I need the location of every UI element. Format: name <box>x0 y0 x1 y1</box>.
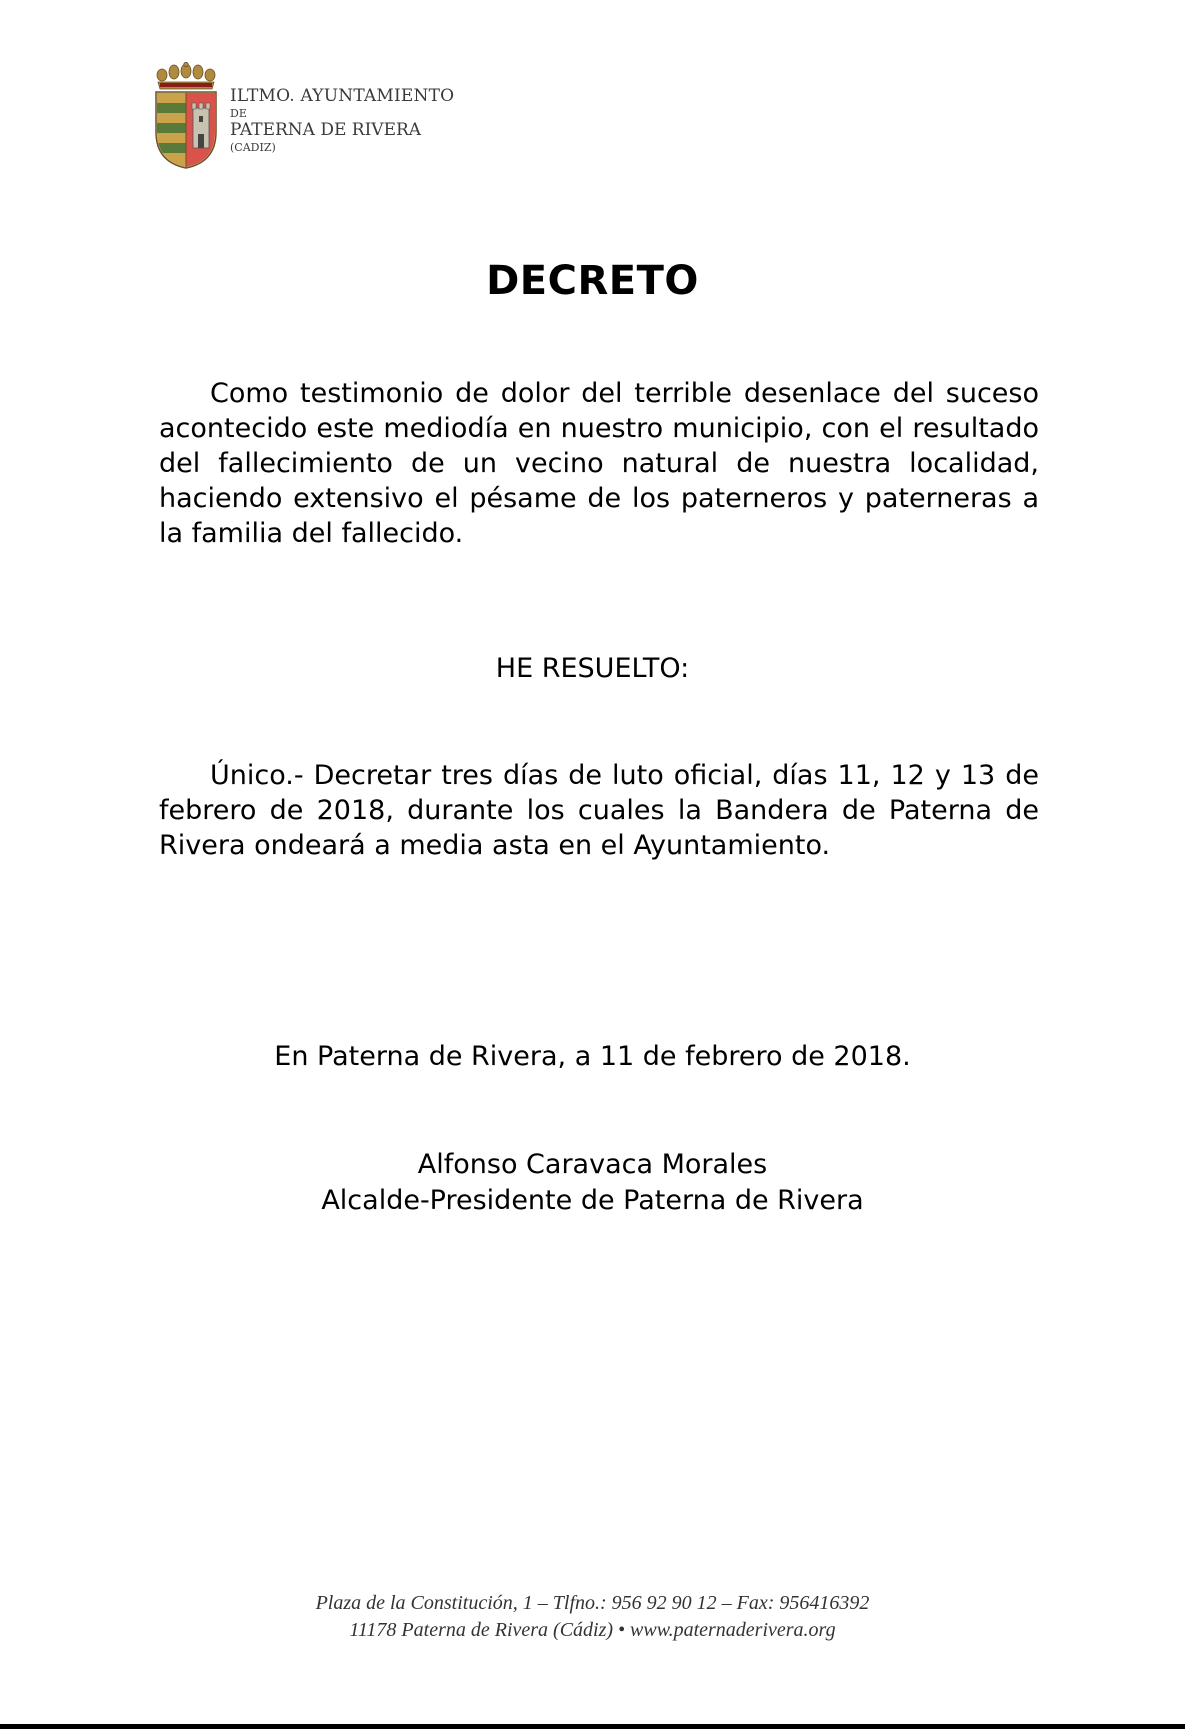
preamble-paragraph: Como testimonio de dolor del terrible desenlace del suceso acontecido este mediodía en nuestro municipio, con el resultado del fallecimiento de un vecino natural de nuestra localidad, haciendo extensivo el pésame de los paterneros y paterneras a la familia del fallecido. <box>159 378 1039 549</box>
footer <box>0 1590 1185 1644</box>
letterhead-line: PATERNA DE RIVERA <box>230 120 422 140</box>
place-date: En Paterna de Rivera, a 11 de febrero de 2018. <box>274 1041 911 1072</box>
footer-address: Plaza de la Constitución, 1 – Tlfno.: 956 92 90 12 – Fax: 956416392 <box>315 1592 870 1614</box>
resolution-paragraph: Único.- Decretar tres días de luto oficial, días 11, 12 y 13 de febrero de 2018, durante los cuales la Bandera de Paterna de Rivera ondeará a media asta en el Ayuntamiento. <box>159 760 1039 861</box>
letterhead-line: (CADIZ) <box>230 141 276 154</box>
coat-of-arms-icon <box>152 62 220 170</box>
resolution-heading: HE RESUELTO: <box>495 653 690 684</box>
letterhead-line: DE <box>230 107 247 120</box>
document-title: DECRETO <box>486 258 699 304</box>
letterhead <box>150 62 480 172</box>
signer-title: Alcalde-Presidente de Paterna de Rivera <box>321 1185 864 1216</box>
signer-name: Alfonso Caravaca Morales <box>417 1149 768 1180</box>
footer-contact: 11178 Paterna de Rivera (Cádiz) • www.paternaderivera.org <box>349 1619 836 1641</box>
letterhead-text <box>230 88 454 153</box>
letterhead-line: ILTMO. AYUNTAMIENTO <box>230 86 455 106</box>
page-bottom-border <box>0 1724 1185 1729</box>
signature-block <box>0 1147 1185 1219</box>
